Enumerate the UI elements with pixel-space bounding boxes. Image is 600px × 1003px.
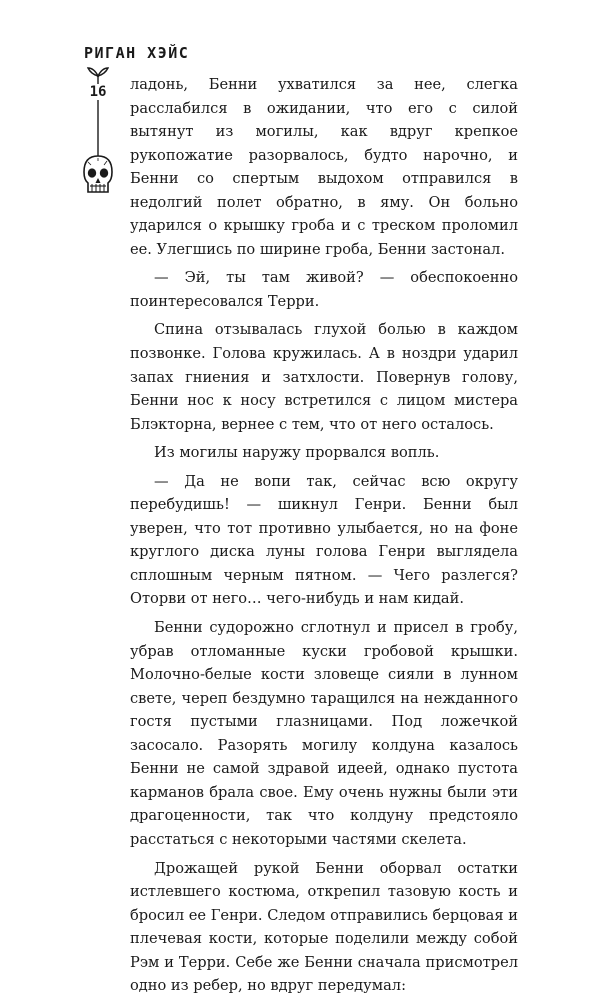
body-text: [130, 73, 518, 1003]
paragraph: — Да не вопи так, сейчас всю округу перебудишь! — шикнул Генри. Бенни был уверен, что тот противно улыбается, но на фоне круглого диска луны голова Генри выглядела сплошным черным пятном. — Чего разлегся? Оторви от него… чего-нибудь и нам кидай.: [130, 472, 518, 608]
page-number: 16: [84, 84, 112, 100]
paragraph: Из могилы наружу прорвался вопль.: [154, 444, 440, 462]
paragraph: ладонь, Бенни ухватился за нее, слегка расслабился в ожидании, что его с силой вытянут из могилы, как вдруг крепкое рукопожатие разорвалось, будто нарочно, и Бенни со спертым выдохом отправился в недолгий полет обратно, в яму. Он больно ударился о крышку гроба и с треском проломил ее. Улегшись по ширине гроба, Бенни застонал.: [130, 76, 518, 258]
paragraph: Дрожащей рукой Бенни оборвал остатки истлевшего костюма, открепил тазовую кость и бросил ее Генри. Следом отправились берцовая и плечевая кости, которые поделили между собой Рэм и Терри. Себе же Бенни сначала присмотрел одно из ребер, но вдруг передумал:: [130, 859, 518, 995]
paragraph: — Эй, ты там живой? — обеспокоенно поинтересовался Терри.: [130, 269, 518, 310]
paragraph: Спина отзывалась глухой болью в каждом позвонке. Голова кружилась. А в ноздри ударил запах гниения и затхлости. Повернув голову, Бенни нос к носу встретился с лицом мистера Блэкторна, вернее с тем, что от него осталось.: [130, 321, 518, 433]
paragraph: Бенни судорожно сглотнул и присел в гробу, убрав отломанные куски гробовой крышки. Молочно-белые кости зловеще сияли в лунном свете, череп бездумно таращился на нежданного гостя пустыми глазницами. Под ложечкой засосало. Разорять могилу колдуна казалось Бенни не самой здравой идеей, однако пустота карманов брала свое. Ему очень нужны были эти драгоценности, так что колдуну предстояло расстаться с некоторыми частями скелета.: [130, 619, 518, 848]
running-head: РИГАН ХЭЙС: [84, 44, 190, 62]
